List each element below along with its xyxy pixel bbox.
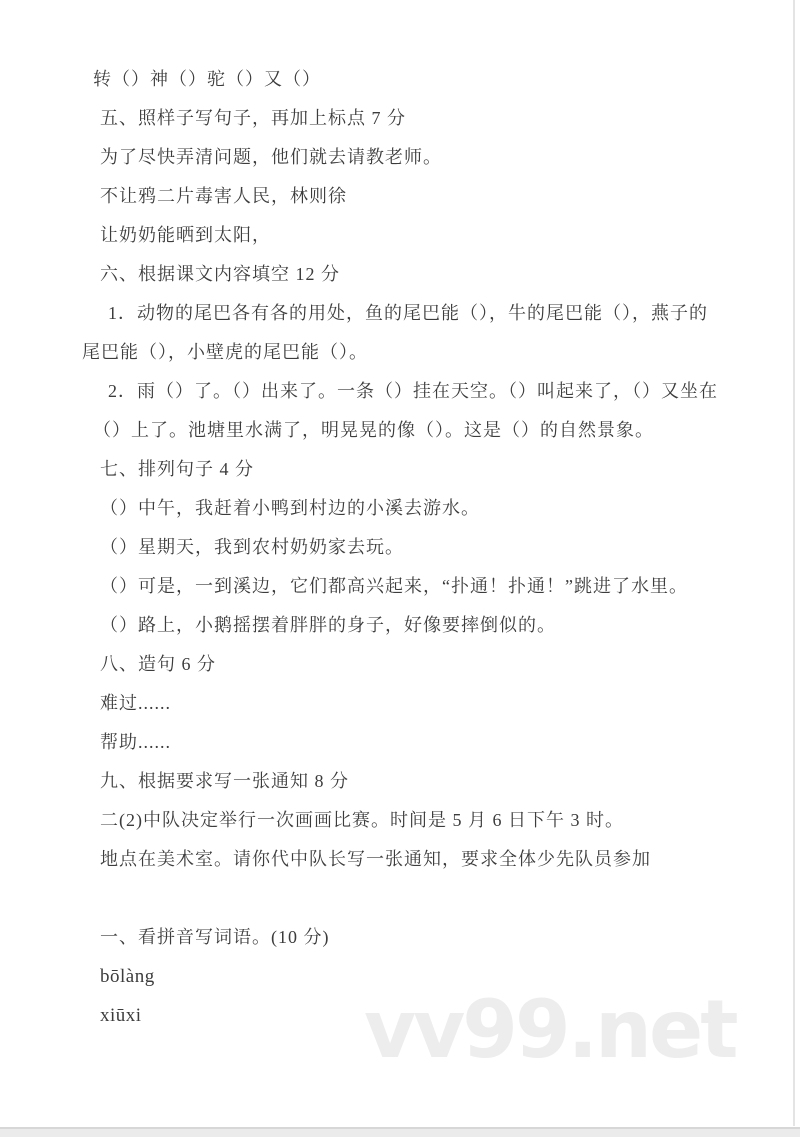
text-line: 为了尽快弄清问题，他们就去请教老师。 [100, 147, 442, 167]
text-line: 五、照样子写句子，再加上标点 7 分 [100, 108, 406, 128]
text-line: 2．雨（）了。（）出来了。一条（）挂在天空。（）叫起来了，（）又坐在 [108, 381, 718, 401]
text-line: 一、看拼音写词语。(10 分) [100, 927, 330, 947]
text-line: 七、排列句子 4 分 [100, 459, 254, 479]
text-line: 九、根据要求写一张通知 8 分 [100, 771, 349, 791]
text-line: xiūxi [100, 1005, 142, 1026]
text-line: 地点在美术室。请你代中队长写一张通知，要求全体少先队员参加 [100, 849, 651, 869]
text-line: 帮助...... [100, 732, 171, 752]
blank-line [82, 879, 760, 918]
text-line: （）路上，小鹅摇摆着胖胖的身子，好像要摔倒似的。 [100, 615, 556, 635]
text-line: 二(2)中队决定举行一次画画比赛。时间是 5 月 6 日下午 3 时。 [100, 810, 624, 830]
text-line: （）可是，一到溪边，它们都高兴起来，“扑通！扑通！”跳进了水里。 [100, 576, 688, 596]
text-line: （）中午，我赶着小鸭到村边的小溪去游水。 [100, 498, 480, 518]
text-line: （）上了。池塘里水满了，明晃晃的像（）。这是（）的自然景象。 [93, 420, 654, 440]
text-line: 难过...... [100, 693, 171, 713]
text-line: 八、造句 6 分 [100, 654, 216, 674]
text-line: 六、根据课文内容填空 12 分 [100, 264, 340, 284]
watermark: vv99.net [364, 983, 736, 1076]
text-line: 转（）神（）驼（）又（） [93, 69, 321, 89]
worksheet-lines [82, 60, 760, 1035]
text-line: 让奶奶能晒到太阳， [100, 225, 271, 245]
page-right-edge-line [793, 0, 795, 1126]
text-line: bōlàng [100, 966, 155, 987]
page-bottom-edge [0, 1127, 800, 1137]
text-line: 不让鸦二片毒害人民，林则徐 [100, 186, 347, 206]
text-line: （）星期天，我到农村奶奶家去玩。 [100, 537, 404, 557]
text-line: 尾巴能（），小壁虎的尾巴能（）。 [82, 342, 368, 362]
text-line: 1．动物的尾巴各有各的用处，鱼的尾巴能（），牛的尾巴能（），燕子的 [108, 303, 708, 323]
